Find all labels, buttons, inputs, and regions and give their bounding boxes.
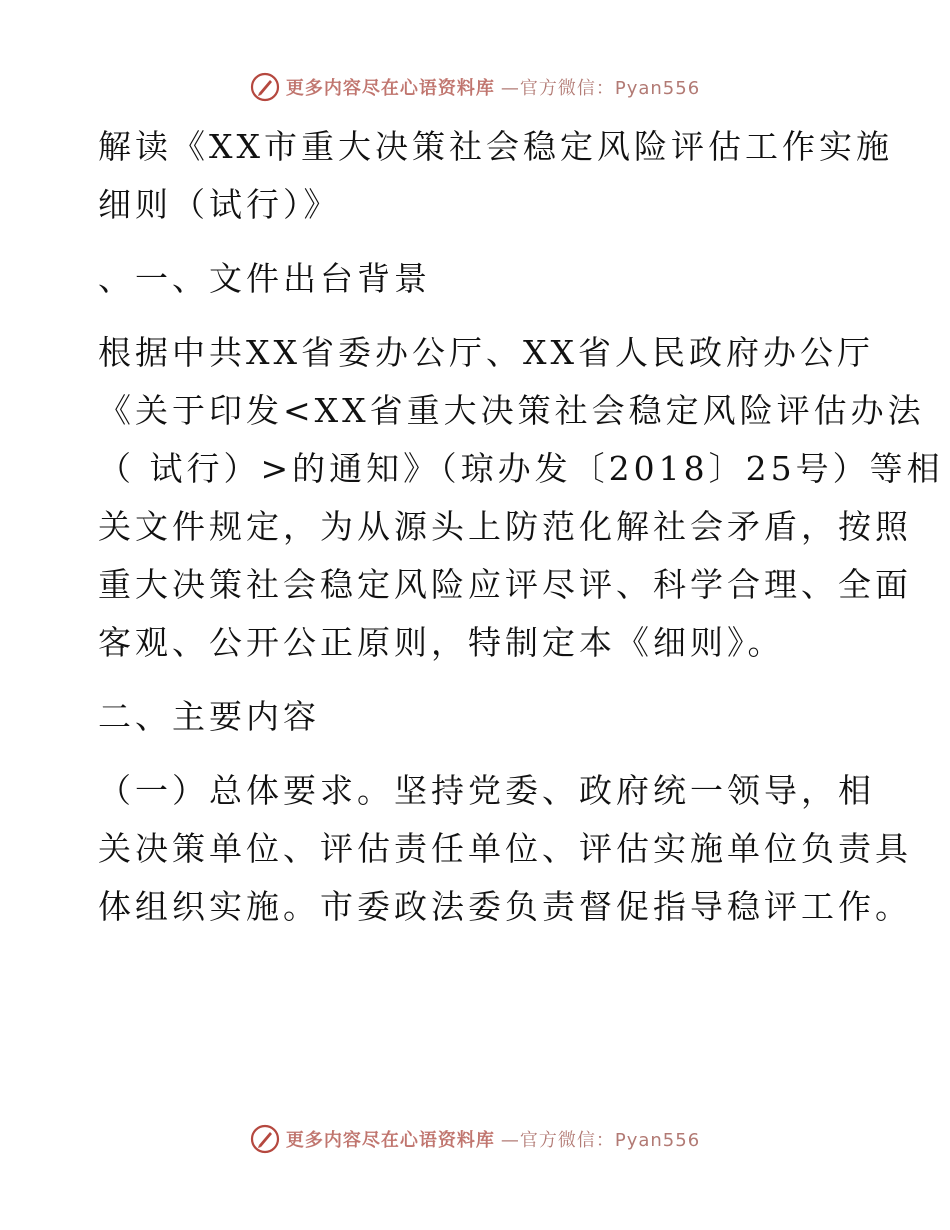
section-heading-background: 、一、文件出台背景: [98, 259, 431, 298]
watermark-contact: —官方微信：Pyan556: [500, 78, 701, 99]
section-heading-main-content: 二、主要内容: [98, 697, 320, 736]
paragraph-1-line-1: 根据中共XX省委办公厅、XX省人民政府办公厅: [98, 333, 874, 372]
paragraph-1-line-2: 《关于印发<XX省重大决策社会稳定风险评估办法: [98, 391, 925, 430]
watermark-text: 更多内容尽在心语资料库: [285, 78, 495, 99]
paragraph-1-line-6: 客观、公开公正原则，特制定本《细则》。: [98, 623, 785, 662]
quill-logo-icon: [250, 1124, 280, 1154]
document-body: [98, 118, 944, 936]
watermark-text: 更多内容尽在心语资料库: [285, 1130, 495, 1151]
paragraph-2-line-1: （一）总体要求。坚持党委、政府统一领导，相: [98, 771, 875, 810]
watermark-header: [0, 72, 950, 102]
paragraph-2-line-2: 关决策单位、评估责任单位、评估实施单位负责具: [98, 829, 912, 868]
document-title-line-1: 解读《XX市重大决策社会稳定风险评估工作实施: [98, 127, 893, 166]
watermark-contact: —官方微信：Pyan556: [500, 1130, 701, 1151]
paragraph-1-line-5: 重大决策社会稳定风险应评尽评、科学合理、全面: [98, 565, 912, 604]
watermark-footer: [0, 1124, 950, 1154]
document-title-line-2: 细则（试行）》: [98, 185, 341, 224]
quill-logo-icon: [250, 72, 280, 102]
paragraph-1-line-3: （ 试行）>的通知》（琼办发〔2018〕25号）等相: [98, 449, 944, 488]
paragraph-1-line-4: 关文件规定，为从源头上防范化解社会矛盾，按照: [98, 507, 912, 546]
paragraph-2-line-3: 体组织实施。市委政法委负责督促指导稳评工作。: [98, 887, 912, 926]
